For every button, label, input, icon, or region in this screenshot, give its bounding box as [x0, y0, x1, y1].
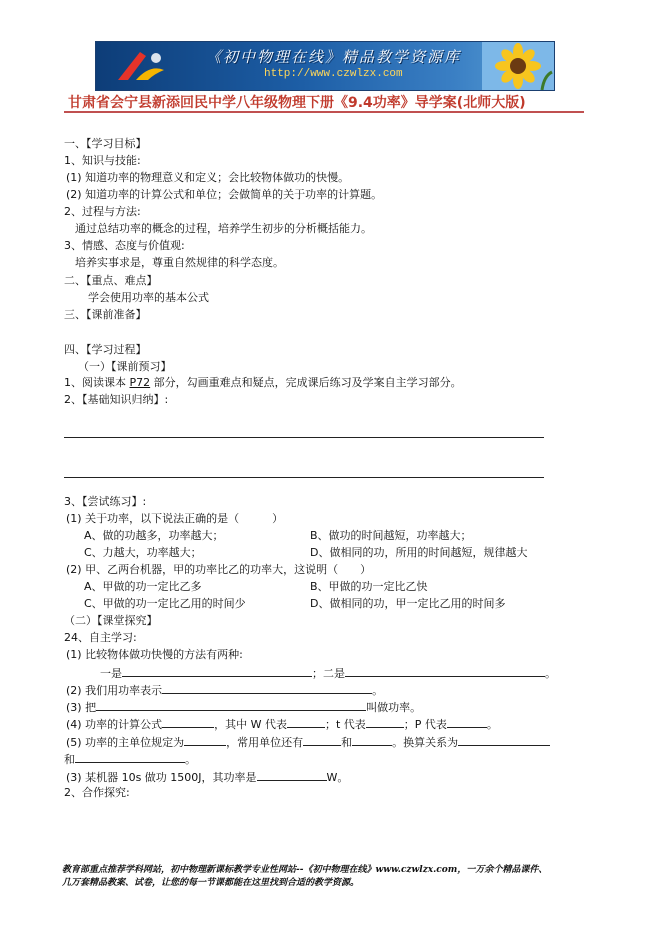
key-point-item: 学会使用功率的基本公式 [88, 291, 209, 304]
fill-prefix: 一是 [100, 667, 122, 680]
fill-blank[interactable] [75, 751, 185, 763]
fill-blank[interactable] [162, 716, 214, 728]
title-divider [64, 111, 584, 113]
objective-item: 培养实事求是，尊重自然规律的科学态度。 [75, 256, 284, 269]
exercise-item [66, 682, 383, 698]
question: (2) 甲、乙两台机器，甲的功率比乙的功率大，这说明（ ） [66, 563, 372, 576]
objective-item: 通过总结功率的概念的过程，培养学生初步的分析概括能力。 [75, 222, 372, 235]
option-d: D、做相同的功，所用的时间越短，规律越大 [310, 546, 528, 559]
fill-blank[interactable] [366, 716, 404, 728]
fill-blank[interactable] [352, 734, 392, 746]
subsection-heading: （一）【课前预习】 [78, 360, 172, 373]
fill-blank[interactable] [96, 699, 366, 711]
fill-blank[interactable] [257, 769, 327, 781]
fill-blank[interactable] [447, 716, 487, 728]
exercise-item [66, 734, 550, 750]
practice-heading: 3、【尝试练习】: [64, 495, 147, 508]
preview-task [64, 376, 462, 390]
fill-suffix: 叫做功率。 [366, 701, 422, 714]
preview-task-suffix: 部分，勾画重难点和疑点，完成课后练习及学案自主学习部分。 [150, 376, 462, 389]
subheading: 1、知识与技能: [64, 154, 141, 167]
section-heading: 三、【课前准备】 [64, 308, 147, 321]
fill-text: ；P 代表 [403, 718, 447, 731]
option-b: B、做功的时间越短，功率越大； [310, 529, 472, 542]
sunflower-icon [482, 42, 554, 90]
fill-blank[interactable] [162, 682, 372, 694]
fill-suffix: W。 [326, 771, 349, 784]
self-study-heading: 24、自主学习: [64, 631, 137, 644]
knowledge-summary-heading: 2、【基础知识归纳】: [64, 393, 169, 406]
fill-blank[interactable] [458, 734, 550, 746]
fill-blank[interactable] [287, 716, 325, 728]
fill-prefix: (2) 我们用功率表示 [66, 684, 163, 697]
exercise-item [66, 769, 348, 785]
subsection-heading: （二）【课堂探究】 [64, 614, 158, 627]
fill-blank[interactable] [303, 734, 341, 746]
option-c: C、力越大，功率越大； [84, 546, 202, 559]
section-heading: 二、【重点、难点】 [64, 274, 158, 287]
answer-line [64, 437, 544, 438]
fill-suffix: 。 [545, 667, 556, 680]
fill-suffix: 。 [486, 718, 498, 731]
banner-title: 《初中物理在线》精品教学资源库 [206, 48, 462, 66]
exercise-item [100, 665, 556, 681]
preview-task-prefix: 1、阅读课本 [64, 376, 130, 389]
section-heading: 四、【学习过程】 [64, 343, 147, 356]
fill-text: ；二是 [312, 667, 345, 680]
fill-suffix: 。 [185, 753, 196, 766]
subheading: 2、过程与方法: [64, 205, 141, 218]
fill-prefix: (5) 功率的主单位规定为 [66, 736, 185, 749]
header-banner [95, 41, 555, 91]
fill-text: 和 [341, 736, 353, 749]
question: (1) 关于功率，以下说法正确的是（ ） [66, 512, 284, 525]
fill-prefix: (4) 功率的计算公式 [66, 718, 163, 731]
page-title: 甘肃省会宁县新添回民中学八年级物理下册《9.4功率》导学案(北师大版) [68, 95, 526, 111]
fill-blank[interactable] [184, 734, 226, 746]
fill-text: ，常用单位还有 [226, 736, 304, 749]
option-a: A、甲做的功一定比乙多 [84, 580, 202, 593]
textbook-page: P72 [129, 376, 151, 389]
objective-item: (1) 知道功率的物理意义和定义；会比较物体做功的快慢。 [66, 171, 350, 184]
cooperative-heading: 2、合作探究: [64, 786, 130, 799]
option-a: A、做的功越多，功率越大； [84, 529, 224, 542]
fill-text: 。换算关系为 [392, 736, 459, 749]
site-logo-icon [110, 46, 170, 86]
footer-line: 几万套精品教案、试卷，让您的每一节课都能在这里找到合适的教学资源。 [62, 878, 360, 888]
option-c: C、甲做的功一定比乙用的时间少 [84, 597, 246, 610]
objective-item: (2) 知道功率的计算公式和单位；会做简单的关于功率的计算题。 [66, 188, 383, 201]
banner-url: http://www.czwlzx.com [264, 68, 403, 80]
fill-text: ；t 代表 [324, 718, 366, 731]
fill-text: ，其中 W 代表 [214, 718, 287, 731]
fill-suffix: 。 [372, 684, 384, 697]
section-heading: 一、【学习目标】 [64, 137, 147, 150]
fill-prefix: (3) 某机器 10s 做功 1500J，其功率是 [66, 771, 257, 784]
fill-prefix: (3) 把 [66, 701, 97, 714]
exercise-item: (1) 比较物体做功快慢的方法有两种: [66, 648, 243, 661]
fill-blank[interactable] [345, 665, 545, 677]
subheading: 3、情感、态度与价值观: [64, 239, 185, 252]
exercise-item [66, 716, 498, 732]
answer-line [64, 477, 544, 478]
option-d: D、做相同的功，甲一定比乙用的时间多 [310, 597, 506, 610]
fill-blank[interactable] [122, 665, 312, 677]
exercise-item-continued [64, 751, 196, 767]
option-b: B、甲做的功一定比乙快 [310, 580, 428, 593]
fill-text: 和 [64, 753, 75, 766]
exercise-item [66, 699, 421, 715]
footer-line: 教育部重点推荐学科网站，初中物理新课标教学专业性网站--《初中物理在线》www.czwlzx.com，一万余个精品课件、 [62, 865, 548, 875]
